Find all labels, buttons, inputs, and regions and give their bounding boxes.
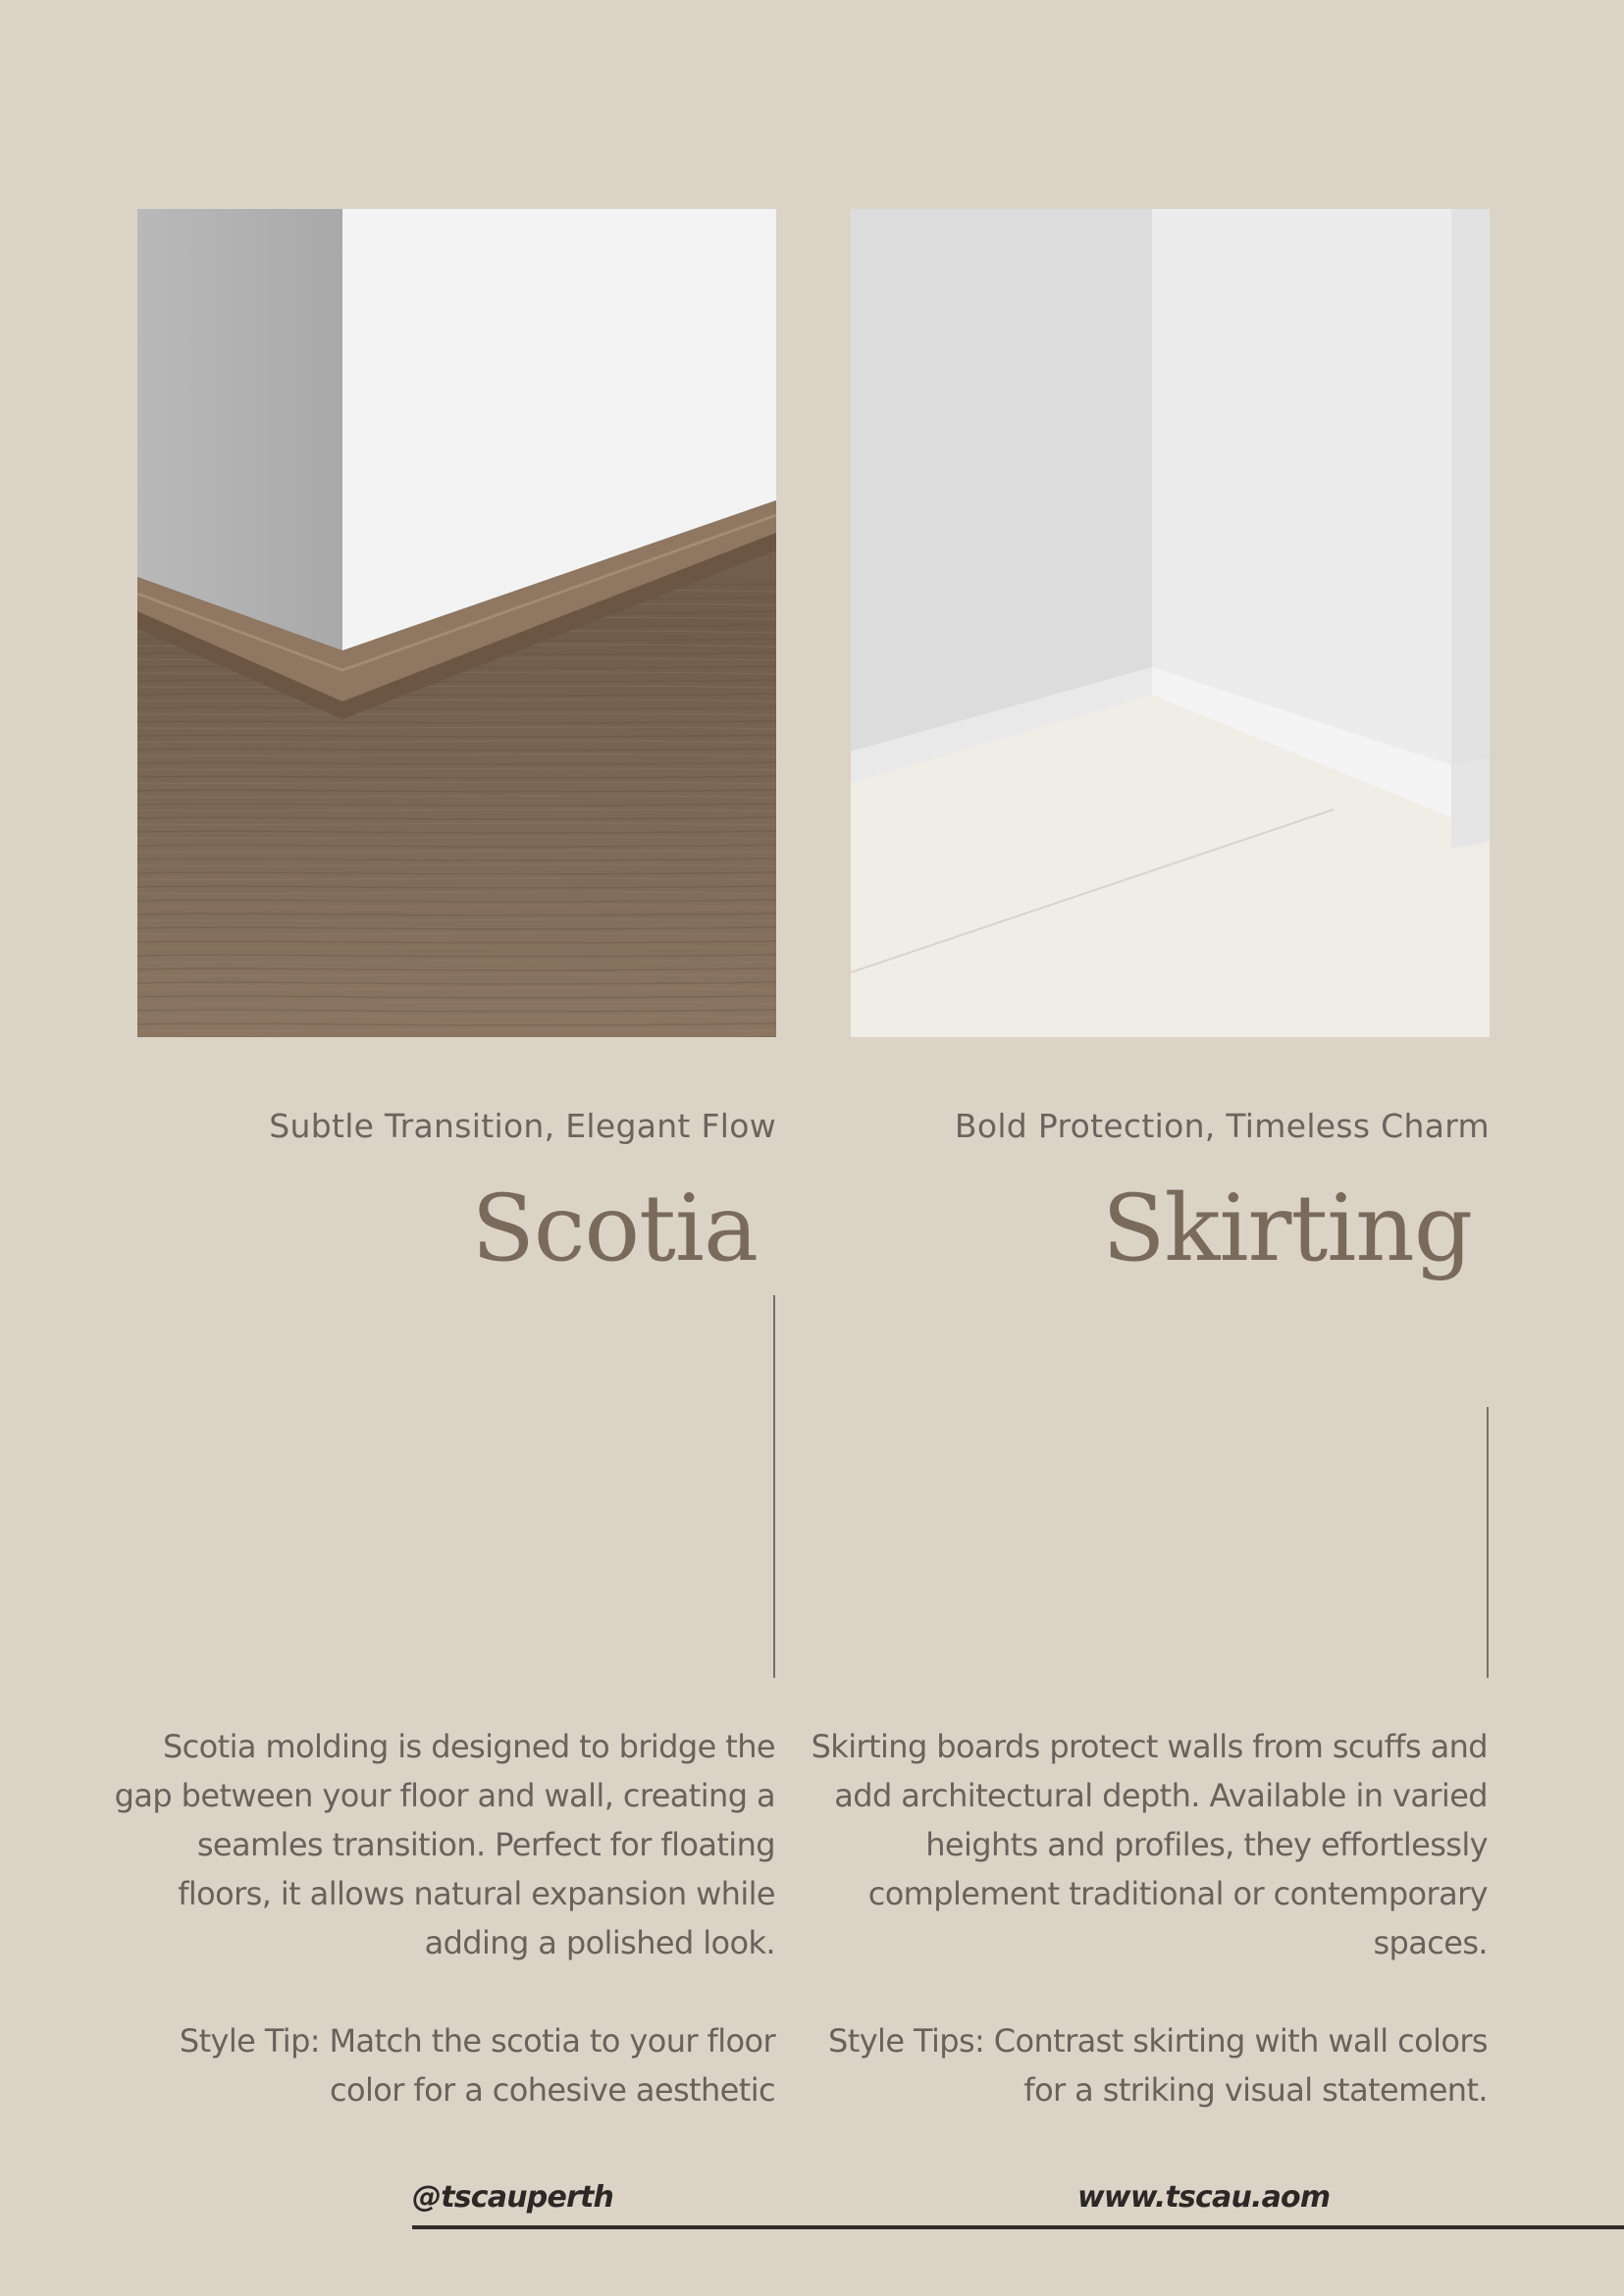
skirting-photo xyxy=(851,209,1490,1037)
skirting-divider-line xyxy=(1487,1407,1489,1678)
social-handle: @tscauperth xyxy=(412,2180,614,2215)
scotia-description: Scotia molding is designed to bridge the gap between your floor and wall, creating a seamles transition. Perfect for floating floors, it allows natural expansion while adding a polished look. xyxy=(114,1728,775,1961)
scotia-divider-line xyxy=(773,1295,775,1678)
skirting-heading: Skirting xyxy=(1102,1175,1472,1282)
scotia-photo xyxy=(137,209,776,1037)
scotia-heading: Scotia xyxy=(471,1175,758,1282)
website-link[interactable]: www.tscau.aom xyxy=(1077,2180,1331,2215)
skirting-description: Skirting boards protect walls from scuffs and add architectural depth. Available in varied heights and profiles, they effortlessly complement traditional or contemporary spaces. xyxy=(811,1728,1488,1961)
skirting-subtitle: Bold Protection, Timeless Charm xyxy=(954,1107,1490,1145)
scotia-style-tip: Style Tip: Match the scotia to your floor color for a cohesive aesthetic xyxy=(179,2022,775,2109)
skirting-style-tip: Style Tips: Contrast skirting with wall colors for a striking visual statement. xyxy=(828,2022,1488,2109)
footer-rule xyxy=(412,2225,1624,2229)
scotia-subtitle: Subtle Transition, Elegant Flow xyxy=(269,1107,776,1145)
